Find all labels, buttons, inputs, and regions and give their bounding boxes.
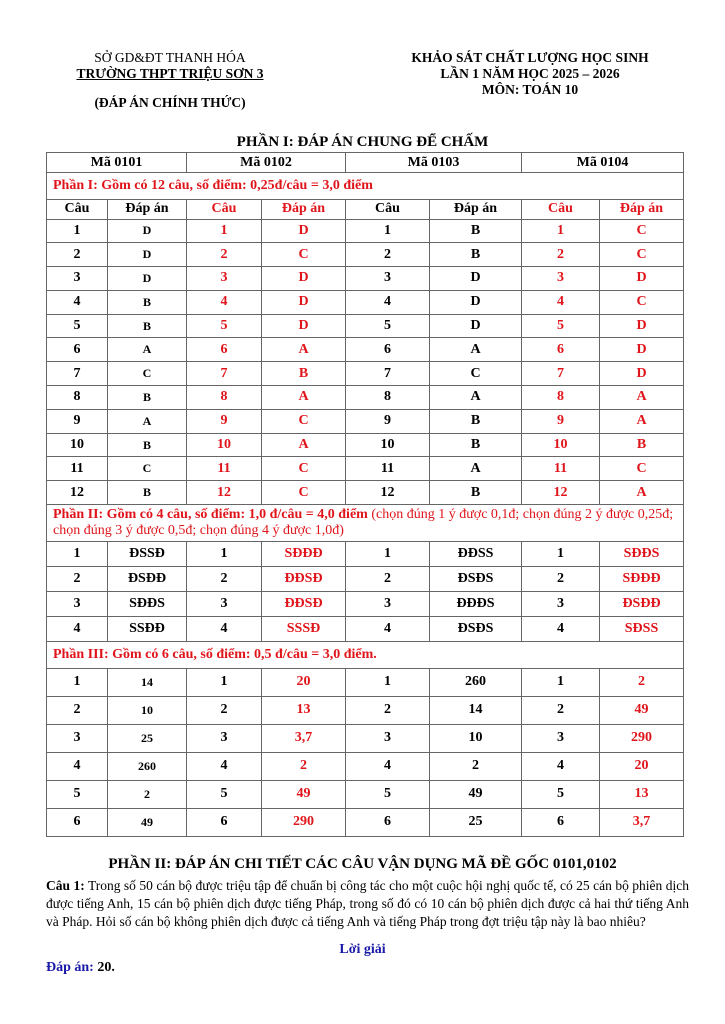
table-cell: 7 bbox=[522, 362, 600, 386]
table-cell: 2 bbox=[187, 243, 262, 267]
table-cell: 49 bbox=[108, 808, 187, 836]
table-cell: 11 bbox=[522, 457, 600, 481]
table-cell: A bbox=[430, 457, 522, 481]
table-cell: ĐSĐĐ bbox=[600, 592, 684, 617]
table-cell: 2 bbox=[522, 567, 600, 592]
exam-title: KHẢO SÁT CHẤT LƯỢNG HỌC SINH bbox=[411, 50, 649, 65]
column-header: Đáp án bbox=[108, 199, 187, 219]
table-cell: 25 bbox=[430, 808, 522, 836]
subject: MÔN: TOÁN 10 bbox=[481, 82, 579, 97]
table-cell: C bbox=[108, 362, 187, 386]
table-cell: C bbox=[600, 219, 684, 243]
table-cell: 4 bbox=[47, 290, 108, 314]
table-cell: C bbox=[600, 243, 684, 267]
table-cell: 2 bbox=[522, 243, 600, 267]
department-name: SỞ GD&ĐT THANH HÓA bbox=[94, 50, 246, 65]
table-cell: 2 bbox=[262, 752, 346, 780]
table-cell: D bbox=[430, 314, 522, 338]
table-cell: 5 bbox=[47, 780, 108, 808]
header-left bbox=[40, 50, 300, 111]
table-row bbox=[47, 386, 684, 410]
table-cell: 3 bbox=[187, 592, 262, 617]
table-cell: 10 bbox=[346, 433, 430, 457]
table-cell: 3 bbox=[522, 267, 600, 291]
table-cell: SĐĐS bbox=[600, 542, 684, 567]
table-cell: A bbox=[600, 409, 684, 433]
table-cell: 14 bbox=[108, 668, 187, 696]
table-cell: 9 bbox=[187, 409, 262, 433]
table-cell: 8 bbox=[47, 386, 108, 410]
table-row bbox=[47, 592, 684, 617]
table-row bbox=[47, 409, 684, 433]
table-cell: 11 bbox=[346, 457, 430, 481]
table-cell: D bbox=[262, 290, 346, 314]
part2-note: (chọn đúng 1 ý được 0,1đ; chọn đúng 2 ý được 0,25đ; chọn đúng 3 ý được 0,5đ; chọn đúng 4 ý được 1,0đ) bbox=[53, 507, 674, 539]
table-cell: C bbox=[262, 481, 346, 505]
table-cell: 1 bbox=[346, 668, 430, 696]
table-cell: D bbox=[430, 290, 522, 314]
table-cell: D bbox=[600, 267, 684, 291]
table-row bbox=[47, 481, 684, 505]
table-cell: C bbox=[262, 243, 346, 267]
table-cell: B bbox=[430, 433, 522, 457]
table-cell: 49 bbox=[262, 780, 346, 808]
table-cell: 1 bbox=[47, 219, 108, 243]
table-cell: 25 bbox=[108, 724, 187, 752]
table-cell: 13 bbox=[262, 696, 346, 724]
table-cell: 2 bbox=[47, 696, 108, 724]
table-cell: B bbox=[430, 219, 522, 243]
question-label: Câu 1: bbox=[46, 878, 85, 893]
solution-label: Lời giải bbox=[339, 942, 386, 957]
table-cell: B bbox=[600, 433, 684, 457]
table-cell: A bbox=[600, 386, 684, 410]
table-cell: 6 bbox=[187, 338, 262, 362]
table-cell: B bbox=[108, 481, 187, 505]
exam-code: Mã 0102 bbox=[187, 153, 346, 173]
table-cell: 4 bbox=[47, 617, 108, 642]
exam-round: LẦN 1 NĂM HỌC 2025 – 2026 bbox=[440, 66, 620, 81]
table-cell: 7 bbox=[346, 362, 430, 386]
table-cell: ĐSĐS bbox=[430, 567, 522, 592]
table-cell: 3 bbox=[187, 267, 262, 291]
part3-title-text: Phần III: Gồm có 6 câu, số điểm: 0,5 đ/câu = 3,0 điểm. bbox=[53, 646, 377, 662]
table-cell: 2 bbox=[108, 780, 187, 808]
table-cell: 6 bbox=[522, 808, 600, 836]
table-cell: 4 bbox=[346, 290, 430, 314]
table-cell: 8 bbox=[187, 386, 262, 410]
table-cell: B bbox=[430, 243, 522, 267]
table-cell: 6 bbox=[47, 338, 108, 362]
table-cell: 2 bbox=[346, 243, 430, 267]
table-cell: 10 bbox=[187, 433, 262, 457]
final-answer bbox=[46, 960, 115, 976]
table-cell: 3 bbox=[346, 267, 430, 291]
table-cell: 6 bbox=[187, 808, 262, 836]
table-cell: D bbox=[430, 267, 522, 291]
part1-column-headers bbox=[47, 199, 684, 219]
table-row bbox=[47, 219, 684, 243]
table-cell: 4 bbox=[522, 752, 600, 780]
table-cell: 2 bbox=[346, 696, 430, 724]
table-row bbox=[47, 617, 684, 642]
table-row bbox=[47, 752, 684, 780]
table-cell: 8 bbox=[522, 386, 600, 410]
table-cell: ĐĐSĐ bbox=[262, 592, 346, 617]
column-header: Đáp án bbox=[430, 199, 522, 219]
part2-title-text: Phần II: Gồm có 4 câu, số điểm: 1,0 đ/câu = 4,0 điểm bbox=[53, 507, 368, 523]
table-cell: C bbox=[262, 457, 346, 481]
table-cell: B bbox=[430, 409, 522, 433]
table-cell: 290 bbox=[600, 724, 684, 752]
table-row bbox=[47, 724, 684, 752]
table-cell: 2 bbox=[430, 752, 522, 780]
table-cell: 9 bbox=[346, 409, 430, 433]
table-cell: 6 bbox=[346, 808, 430, 836]
table-cell: SĐĐĐ bbox=[600, 567, 684, 592]
table-cell: 1 bbox=[346, 542, 430, 567]
table-cell: B bbox=[262, 362, 346, 386]
part1-title bbox=[47, 173, 684, 200]
table-cell: 260 bbox=[430, 668, 522, 696]
table-cell: 1 bbox=[522, 668, 600, 696]
part2-header-row bbox=[47, 505, 684, 542]
table-cell: 7 bbox=[47, 362, 108, 386]
table-cell: B bbox=[108, 290, 187, 314]
answer-table bbox=[46, 152, 684, 837]
table-cell: 2 bbox=[47, 567, 108, 592]
column-header: Câu bbox=[187, 199, 262, 219]
table-cell: 11 bbox=[187, 457, 262, 481]
part1-header-row bbox=[47, 173, 684, 200]
table-cell: 10 bbox=[108, 696, 187, 724]
header-right bbox=[380, 50, 680, 98]
table-cell: 5 bbox=[47, 314, 108, 338]
table-row bbox=[47, 433, 684, 457]
table-cell: 5 bbox=[522, 314, 600, 338]
table-cell: C bbox=[430, 362, 522, 386]
table-cell: A bbox=[262, 338, 346, 362]
table-cell: 13 bbox=[600, 780, 684, 808]
table-cell: 1 bbox=[522, 219, 600, 243]
table-cell: 2 bbox=[187, 696, 262, 724]
table-cell: 12 bbox=[187, 481, 262, 505]
table-cell: SSĐĐ bbox=[108, 617, 187, 642]
table-cell: 1 bbox=[187, 542, 262, 567]
table-cell: 6 bbox=[47, 808, 108, 836]
table-cell: 1 bbox=[47, 542, 108, 567]
table-cell: ĐSĐS bbox=[430, 617, 522, 642]
table-cell: 10 bbox=[522, 433, 600, 457]
table-cell: 10 bbox=[47, 433, 108, 457]
table-cell: 5 bbox=[187, 314, 262, 338]
table-cell: C bbox=[262, 409, 346, 433]
table-cell: 2 bbox=[522, 696, 600, 724]
exam-code: Mã 0104 bbox=[522, 153, 684, 173]
table-cell: 8 bbox=[346, 386, 430, 410]
column-header: Câu bbox=[522, 199, 600, 219]
table-cell: 3 bbox=[47, 724, 108, 752]
table-cell: 3 bbox=[187, 724, 262, 752]
table-cell: 20 bbox=[600, 752, 684, 780]
table-cell: 1 bbox=[187, 219, 262, 243]
table-cell: B bbox=[108, 433, 187, 457]
table-cell: D bbox=[262, 267, 346, 291]
section2-title: PHẦN II: ĐÁP ÁN CHI TIẾT CÁC CÂU VẬN DỤNG MÃ ĐỀ GỐC 0101,0102 bbox=[108, 856, 617, 872]
table-cell: ĐĐĐS bbox=[430, 592, 522, 617]
table-cell: SĐĐS bbox=[108, 592, 187, 617]
table-cell: 4 bbox=[187, 290, 262, 314]
section1-title: PHẦN I: ĐÁP ÁN CHUNG ĐỂ CHẤM bbox=[236, 134, 489, 150]
table-cell: 4 bbox=[522, 290, 600, 314]
table-cell: 5 bbox=[187, 780, 262, 808]
table-cell: A bbox=[108, 338, 187, 362]
table-cell: 4 bbox=[47, 752, 108, 780]
exam-code: Mã 0103 bbox=[346, 153, 522, 173]
table-cell: D bbox=[108, 243, 187, 267]
table-cell: 4 bbox=[346, 617, 430, 642]
table-cell: 49 bbox=[600, 696, 684, 724]
table-row bbox=[47, 542, 684, 567]
table-cell: 3 bbox=[346, 592, 430, 617]
table-cell: 20 bbox=[262, 668, 346, 696]
table-cell: 49 bbox=[430, 780, 522, 808]
table-cell: ĐSSĐ bbox=[108, 542, 187, 567]
table-cell: D bbox=[108, 219, 187, 243]
table-cell: A bbox=[430, 386, 522, 410]
table-cell: 1 bbox=[47, 668, 108, 696]
table-cell: 260 bbox=[108, 752, 187, 780]
part2-title bbox=[47, 505, 684, 542]
table-cell: SSSĐ bbox=[262, 617, 346, 642]
column-header: Câu bbox=[47, 199, 108, 219]
table-cell: 12 bbox=[346, 481, 430, 505]
table-cell: B bbox=[108, 386, 187, 410]
table-cell: B bbox=[108, 314, 187, 338]
table-cell: 1 bbox=[522, 542, 600, 567]
table-cell: 7 bbox=[187, 362, 262, 386]
table-cell: ĐĐSS bbox=[430, 542, 522, 567]
table-cell: 4 bbox=[522, 617, 600, 642]
table-cell: D bbox=[600, 314, 684, 338]
table-row bbox=[47, 243, 684, 267]
table-cell: D bbox=[108, 267, 187, 291]
exam-code: Mã 0101 bbox=[47, 153, 187, 173]
table-cell: 3,7 bbox=[262, 724, 346, 752]
table-cell: 9 bbox=[47, 409, 108, 433]
table-cell: ĐSĐĐ bbox=[108, 567, 187, 592]
table-row bbox=[47, 808, 684, 836]
table-cell: 2 bbox=[187, 567, 262, 592]
part3-header-row bbox=[47, 642, 684, 669]
table-cell: 4 bbox=[187, 752, 262, 780]
table-cell: C bbox=[600, 290, 684, 314]
official-label: (ĐÁP ÁN CHÍNH THỨC) bbox=[94, 95, 246, 110]
question-text: Trong số 50 cán bộ được triệu tập để chuẩn bị công tác cho một cuộc hội nghị quốc tế, có 25 cán bộ phiên dịch được tiếng Anh, 15 cán bộ phiên dịch được tiếng Pháp, trong số đó có 10 cán bộ phiên dịch được cả hai thứ tiếng Anh và Pháp. Hỏi số cán bộ không phiên dịch được cả tiếng Anh và tiếng Pháp trong đợt triệu tập này là bao nhiêu? bbox=[46, 878, 689, 929]
table-row bbox=[47, 314, 684, 338]
table-cell: C bbox=[600, 457, 684, 481]
table-cell: 11 bbox=[47, 457, 108, 481]
table-cell: 3 bbox=[522, 592, 600, 617]
table-cell: D bbox=[262, 314, 346, 338]
table-cell: SĐSS bbox=[600, 617, 684, 642]
table-cell: ĐĐSĐ bbox=[262, 567, 346, 592]
table-cell: A bbox=[108, 409, 187, 433]
table-cell: 4 bbox=[187, 617, 262, 642]
column-header: Đáp án bbox=[600, 199, 684, 219]
table-row bbox=[47, 267, 684, 291]
school-name: TRƯỜNG THPT TRIỆU SƠN 3 bbox=[76, 66, 264, 81]
table-cell: 12 bbox=[47, 481, 108, 505]
table-cell: 10 bbox=[430, 724, 522, 752]
table-cell: 2 bbox=[47, 243, 108, 267]
table-cell: A bbox=[262, 433, 346, 457]
table-cell: A bbox=[262, 386, 346, 410]
table-cell: D bbox=[600, 338, 684, 362]
table-cell: 3 bbox=[522, 724, 600, 752]
table-cell: 1 bbox=[187, 668, 262, 696]
table-cell: 3 bbox=[47, 267, 108, 291]
question-1 bbox=[46, 877, 689, 931]
table-row bbox=[47, 338, 684, 362]
table-cell: 5 bbox=[346, 314, 430, 338]
table-cell: 9 bbox=[522, 409, 600, 433]
table-cell: 12 bbox=[522, 481, 600, 505]
table-row bbox=[47, 696, 684, 724]
table-cell: 5 bbox=[522, 780, 600, 808]
table-cell: 6 bbox=[346, 338, 430, 362]
answer-value: 20. bbox=[93, 960, 115, 975]
table-cell: A bbox=[600, 481, 684, 505]
table-row bbox=[47, 780, 684, 808]
table-cell: 5 bbox=[346, 780, 430, 808]
table-row bbox=[47, 457, 684, 481]
table-cell: 3 bbox=[47, 592, 108, 617]
table-row bbox=[47, 567, 684, 592]
table-cell: D bbox=[262, 219, 346, 243]
table-cell: A bbox=[430, 338, 522, 362]
table-row bbox=[47, 290, 684, 314]
table-row bbox=[47, 668, 684, 696]
part1-title-text: Phần I: Gồm có 12 câu, số điểm: 0,25đ/câu = 3,0 điểm bbox=[53, 177, 373, 193]
table-cell: 1 bbox=[346, 219, 430, 243]
table-cell: 14 bbox=[430, 696, 522, 724]
table-cell: 4 bbox=[346, 752, 430, 780]
table-cell: 3,7 bbox=[600, 808, 684, 836]
table-cell: B bbox=[430, 481, 522, 505]
code-row bbox=[47, 153, 684, 173]
table-row bbox=[47, 362, 684, 386]
column-header: Câu bbox=[346, 199, 430, 219]
part3-title bbox=[47, 642, 684, 669]
table-cell: 3 bbox=[346, 724, 430, 752]
table-cell: 6 bbox=[522, 338, 600, 362]
table-cell: SĐĐĐ bbox=[262, 542, 346, 567]
table-cell: 290 bbox=[262, 808, 346, 836]
answer-label: Đáp án: bbox=[46, 960, 94, 975]
table-cell: C bbox=[108, 457, 187, 481]
table-cell: 2 bbox=[600, 668, 684, 696]
table-cell: D bbox=[600, 362, 684, 386]
column-header: Đáp án bbox=[262, 199, 346, 219]
table-cell: 2 bbox=[346, 567, 430, 592]
